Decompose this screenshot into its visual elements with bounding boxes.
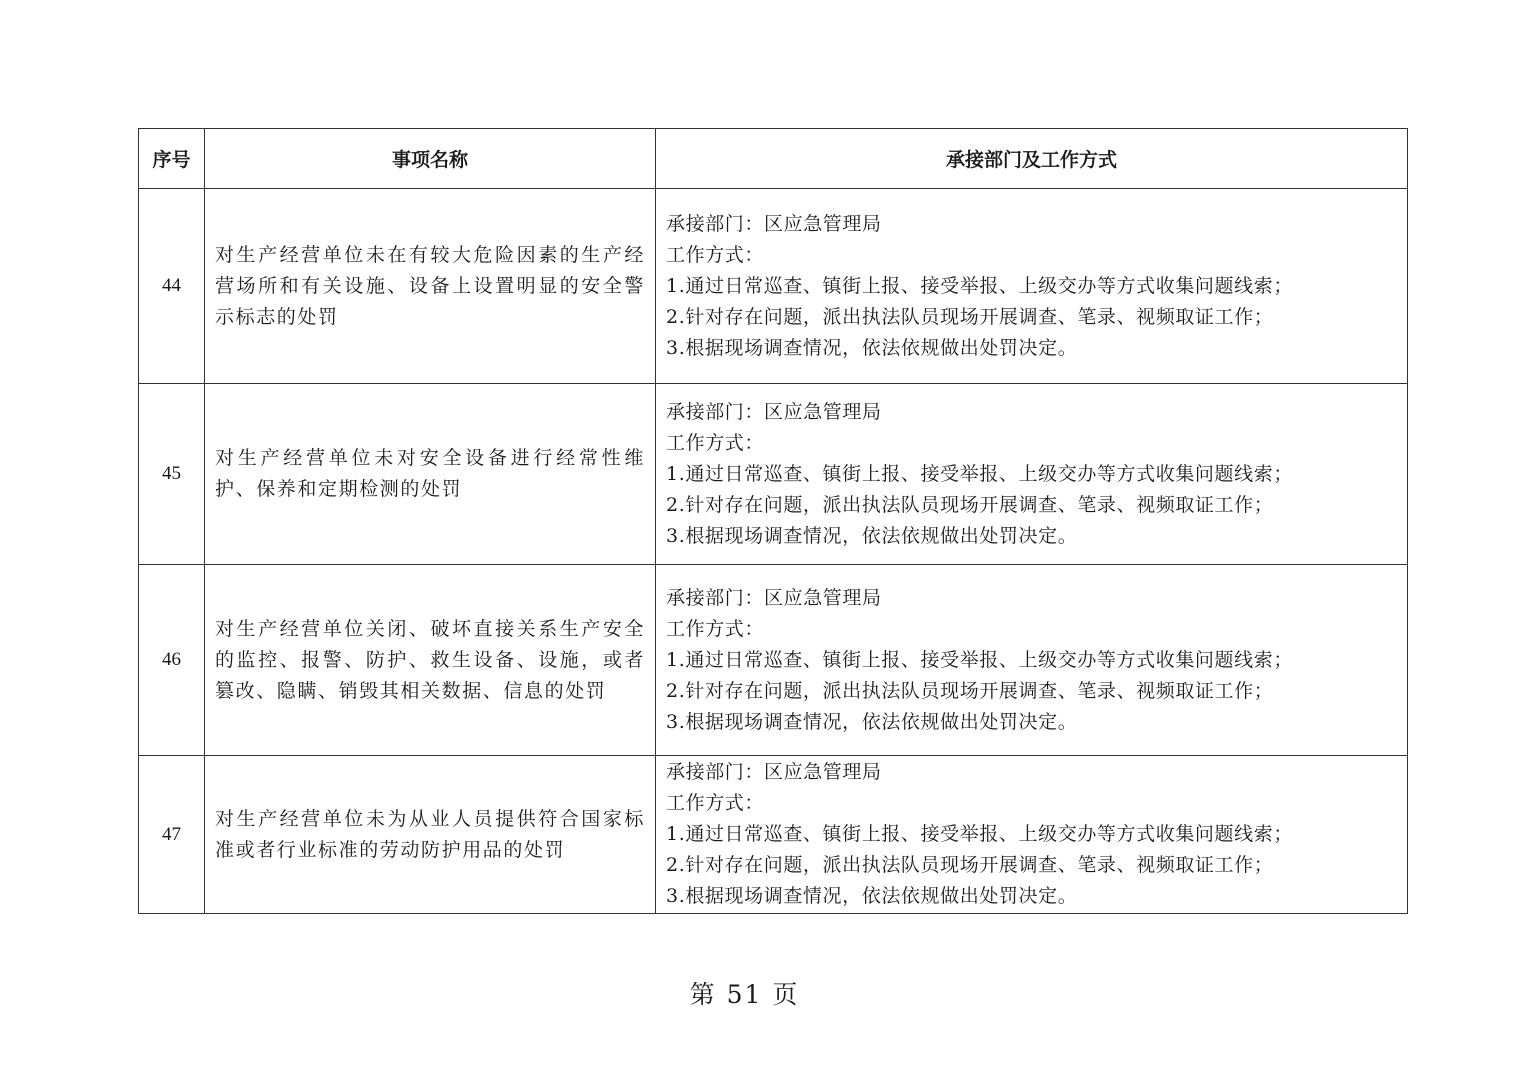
table-row [139,756,1408,914]
department-line: 承接部门：区应急管理局 [666,400,882,423]
row-item-name: 对生产经营单位未为从业人员提供符合国家标准或者行业标准的劳动防护用品的处罚 [205,756,656,914]
method-heading: 工作方式： [666,431,765,454]
row-serial-number: 47 [139,756,205,914]
row-item-name: 对生产经营单位未在有较大危险因素的生产经营场所和有关设施、设备上设置明显的安全警示标志的处罚 [205,189,656,384]
method-step-2: 2.针对存在问题，派出执法队员现场开展调查、笔录、视频取证工作； [666,854,1274,876]
table-row [139,384,1408,565]
table-row [139,565,1408,756]
method-heading: 工作方式： [666,792,765,814]
header-serial-number: 序号 [139,129,205,189]
method-step-1: 1.通过日常巡查、镇街上报、接受举报、上级交办等方式收集问题线索； [666,462,1293,485]
method-step-1: 1.通过日常巡查、镇街上报、接受举报、上级交办等方式收集问题线索； [666,648,1293,671]
method-step-2: 2.针对存在问题，派出执法队员现场开展调查、笔录、视频取证工作； [666,305,1274,328]
method-step-3: 3.根据现场调查情况，依法依规做出处罚决定。 [666,336,1078,359]
matters-table-container [138,128,1407,914]
method-step-2: 2.针对存在问题，派出执法队员现场开展调查、笔录、视频取证工作； [666,679,1274,702]
method-step-1: 1.通过日常巡查、镇街上报、接受举报、上级交办等方式收集问题线索； [666,274,1293,297]
row-department-and-method [656,565,1408,756]
row-serial-number: 45 [139,384,205,565]
method-step-1: 1.通过日常巡查、镇街上报、接受举报、上级交办等方式收集问题线索； [666,823,1293,845]
method-step-3: 3.根据现场调查情况，依法依规做出处罚决定。 [666,710,1078,733]
header-item-name: 事项名称 [205,129,656,189]
header-department-and-method: 承接部门及工作方式 [656,129,1408,189]
method-step-2: 2.针对存在问题，派出执法队员现场开展调查、笔录、视频取证工作； [666,493,1274,516]
row-department-and-method [656,756,1408,914]
method-heading: 工作方式： [666,617,765,640]
page-number: 第 51 页 [689,980,800,1009]
row-serial-number: 46 [139,565,205,756]
table-header-row [139,129,1408,189]
department-line: 承接部门：区应急管理局 [666,586,882,609]
row-item-name: 对生产经营单位未对安全设备进行经常性维护、保养和定期检测的处罚 [205,384,656,565]
method-step-3: 3.根据现场调查情况，依法依规做出处罚决定。 [666,524,1078,547]
method-step-3: 3.根据现场调查情况，依法依规做出处罚决定。 [666,885,1078,907]
row-department-and-method [656,189,1408,384]
method-heading: 工作方式： [666,243,765,266]
table-row [139,189,1408,384]
department-line: 承接部门：区应急管理局 [666,212,882,235]
matters-table [138,128,1408,914]
row-department-and-method [656,384,1408,565]
row-serial-number: 44 [139,189,205,384]
row-item-name: 对生产经营单位关闭、破坏直接关系生产安全的监控、报警、防护、救生设备、设施，或者篡改、隐瞒、销毁其相关数据、信息的处罚 [205,565,656,756]
department-line: 承接部门：区应急管理局 [666,761,882,783]
